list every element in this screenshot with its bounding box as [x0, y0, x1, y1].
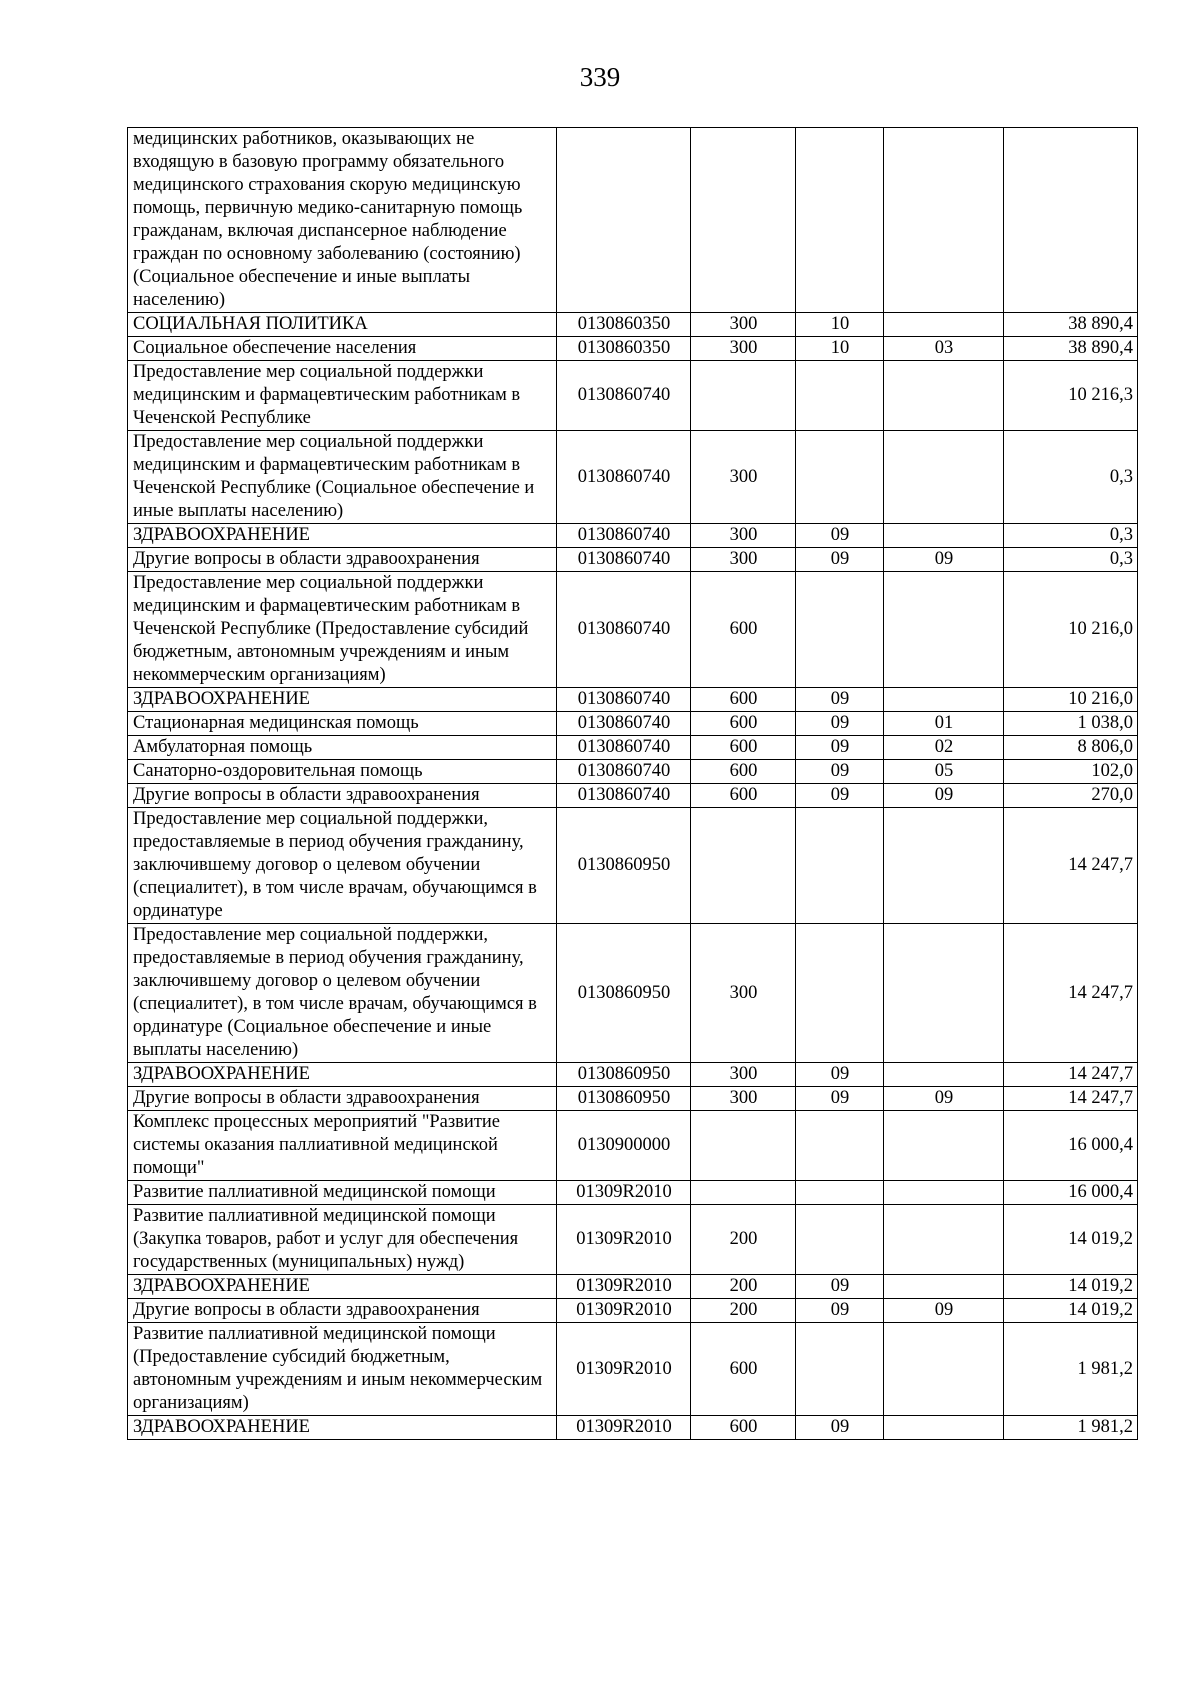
row-amount-cell: 10 216,0 — [1004, 688, 1138, 712]
row-section-cell — [796, 924, 884, 1063]
row-section-cell: 09 — [796, 712, 884, 736]
table-row — [128, 548, 1138, 572]
row-name-cell: Амбулаторная помощь — [128, 736, 557, 760]
row-expense-type-cell: 600 — [691, 1323, 796, 1416]
row-amount-cell: 14 247,7 — [1004, 924, 1138, 1063]
row-code-cell: 01309R2010 — [557, 1323, 691, 1416]
row-expense-type-cell: 600 — [691, 1416, 796, 1440]
row-amount-cell: 1 981,2 — [1004, 1323, 1138, 1416]
row-amount-cell: 14 247,7 — [1004, 1087, 1138, 1111]
row-section-cell: 09 — [796, 1275, 884, 1299]
row-expense-type-cell: 600 — [691, 784, 796, 808]
row-expense-type-cell: 200 — [691, 1299, 796, 1323]
row-code-cell: 0130860740 — [557, 784, 691, 808]
row-section-cell — [796, 1205, 884, 1275]
table-row — [128, 128, 1138, 313]
row-name-cell: Другие вопросы в области здравоохранения — [128, 1299, 557, 1323]
row-name-cell: Другие вопросы в области здравоохранения — [128, 784, 557, 808]
row-name-cell: Социальное обеспечение населения — [128, 337, 557, 361]
row-name-cell: Развитие паллиативной медицинской помощи (Закупка товаров, работ и услуг для обеспечения государственных (муниципальных) нужд) — [128, 1205, 557, 1275]
row-code-cell: 0130860950 — [557, 1087, 691, 1111]
row-name-cell: СОЦИАЛЬНАЯ ПОЛИТИКА — [128, 313, 557, 337]
row-subsection-cell — [884, 524, 1004, 548]
row-subsection-cell — [884, 1181, 1004, 1205]
row-section-cell: 10 — [796, 337, 884, 361]
row-section-cell — [796, 1323, 884, 1416]
table-row — [128, 808, 1138, 924]
row-subsection-cell: 05 — [884, 760, 1004, 784]
row-subsection-cell — [884, 361, 1004, 431]
row-subsection-cell — [884, 924, 1004, 1063]
row-amount-cell: 10 216,0 — [1004, 572, 1138, 688]
row-subsection-cell — [884, 431, 1004, 524]
row-expense-type-cell: 600 — [691, 688, 796, 712]
row-section-cell — [796, 572, 884, 688]
row-amount-cell: 38 890,4 — [1004, 337, 1138, 361]
row-amount-cell: 1 981,2 — [1004, 1416, 1138, 1440]
row-expense-type-cell: 600 — [691, 712, 796, 736]
row-section-cell: 09 — [796, 1416, 884, 1440]
row-name-cell: Развитие паллиативной медицинской помощи (Предоставление субсидий бюджетным, автономным учреждениям и иным некоммерческим организациям) — [128, 1323, 557, 1416]
row-section-cell — [796, 431, 884, 524]
table-row — [128, 431, 1138, 524]
row-code-cell: 01309R2010 — [557, 1181, 691, 1205]
row-subsection-cell: 09 — [884, 784, 1004, 808]
row-name-cell: Предоставление мер социальной поддержки, предоставляемые в период обучения гражданину, заключившему договор о целевом обучении (специалитет), в том числе врачам, обучающимся в ординатуре (Социальное обеспечение и иные выплаты населению) — [128, 924, 557, 1063]
row-code-cell: 0130860350 — [557, 313, 691, 337]
row-amount-cell: 0,3 — [1004, 548, 1138, 572]
table-row — [128, 524, 1138, 548]
row-name-cell: ЗДРАВООХРАНЕНИЕ — [128, 1275, 557, 1299]
row-subsection-cell: 09 — [884, 1087, 1004, 1111]
row-name-cell: медицинских работников, оказывающих не входящую в базовую программу обязательного медицинского страхования скорую медицинскую помощь, первичную медико-санитарную помощь гражданам, включая диспансерное наблюдение граждан по основному заболеванию (состоянию) (Социальное обеспечение и иные выплаты населению) — [128, 128, 557, 313]
row-section-cell: 09 — [796, 688, 884, 712]
row-name-cell: Предоставление мер социальной поддержки медицинским и фармацевтическим работникам в Чеченской Республике — [128, 361, 557, 431]
row-code-cell: 0130860350 — [557, 337, 691, 361]
row-subsection-cell — [884, 1323, 1004, 1416]
table-row — [128, 1275, 1138, 1299]
row-code-cell: 0130860950 — [557, 808, 691, 924]
row-code-cell: 0130860740 — [557, 688, 691, 712]
row-expense-type-cell: 300 — [691, 548, 796, 572]
row-amount-cell: 10 216,3 — [1004, 361, 1138, 431]
row-code-cell: 0130860740 — [557, 572, 691, 688]
row-subsection-cell — [884, 1063, 1004, 1087]
row-subsection-cell — [884, 808, 1004, 924]
row-expense-type-cell — [691, 361, 796, 431]
row-code-cell: 0130860740 — [557, 524, 691, 548]
table-row — [128, 1181, 1138, 1205]
table-row — [128, 688, 1138, 712]
row-expense-type-cell: 300 — [691, 924, 796, 1063]
row-name-cell: Предоставление мер социальной поддержки, предоставляемые в период обучения гражданину, заключившему договор о целевом обучении (специалитет), в том числе врачам, обучающимся в ординатуре — [128, 808, 557, 924]
table-row — [128, 313, 1138, 337]
table-row — [128, 361, 1138, 431]
row-section-cell: 09 — [796, 1087, 884, 1111]
row-expense-type-cell: 200 — [691, 1205, 796, 1275]
row-amount-cell: 8 806,0 — [1004, 736, 1138, 760]
table-row — [128, 784, 1138, 808]
row-section-cell: 09 — [796, 1299, 884, 1323]
page-number: 339 — [579, 62, 621, 92]
row-subsection-cell — [884, 128, 1004, 313]
row-code-cell: 0130900000 — [557, 1111, 691, 1181]
row-amount-cell: 16 000,4 — [1004, 1181, 1138, 1205]
table-row — [128, 1323, 1138, 1416]
row-name-cell: ЗДРАВООХРАНЕНИЕ — [128, 1063, 557, 1087]
row-subsection-cell: 09 — [884, 548, 1004, 572]
row-code-cell: 01309R2010 — [557, 1416, 691, 1440]
row-expense-type-cell: 300 — [691, 313, 796, 337]
row-name-cell: Другие вопросы в области здравоохранения — [128, 548, 557, 572]
row-code-cell: 0130860740 — [557, 431, 691, 524]
row-section-cell: 09 — [796, 736, 884, 760]
row-expense-type-cell: 600 — [691, 736, 796, 760]
row-subsection-cell — [884, 1416, 1004, 1440]
budget-table — [127, 127, 1138, 1440]
row-subsection-cell — [884, 688, 1004, 712]
row-code-cell: 0130860740 — [557, 712, 691, 736]
row-name-cell: Другие вопросы в области здравоохранения — [128, 1087, 557, 1111]
row-expense-type-cell: 300 — [691, 337, 796, 361]
row-section-cell — [796, 1111, 884, 1181]
row-code-cell: 0130860740 — [557, 760, 691, 784]
row-amount-cell: 14 019,2 — [1004, 1275, 1138, 1299]
row-amount-cell: 14 247,7 — [1004, 1063, 1138, 1087]
row-subsection-cell — [884, 1111, 1004, 1181]
row-code-cell — [557, 128, 691, 313]
row-subsection-cell: 01 — [884, 712, 1004, 736]
row-name-cell: ЗДРАВООХРАНЕНИЕ — [128, 688, 557, 712]
row-section-cell — [796, 808, 884, 924]
row-code-cell: 0130860950 — [557, 1063, 691, 1087]
row-code-cell: 0130860740 — [557, 548, 691, 572]
row-section-cell — [796, 361, 884, 431]
table-row — [128, 1087, 1138, 1111]
row-subsection-cell — [884, 313, 1004, 337]
row-expense-type-cell: 300 — [691, 524, 796, 548]
row-subsection-cell: 02 — [884, 736, 1004, 760]
row-amount-cell: 16 000,4 — [1004, 1111, 1138, 1181]
row-expense-type-cell — [691, 1111, 796, 1181]
row-name-cell: Комплекс процессных мероприятий "Развитие системы оказания паллиативной медицинской помощи" — [128, 1111, 557, 1181]
row-code-cell: 01309R2010 — [557, 1299, 691, 1323]
row-section-cell: 10 — [796, 313, 884, 337]
row-code-cell: 0130860740 — [557, 736, 691, 760]
table-row — [128, 1063, 1138, 1087]
row-name-cell: Развитие паллиативной медицинской помощи — [128, 1181, 557, 1205]
row-amount-cell: 102,0 — [1004, 760, 1138, 784]
table-row — [128, 1205, 1138, 1275]
row-section-cell: 09 — [796, 1063, 884, 1087]
table-row — [128, 736, 1138, 760]
row-expense-type-cell: 600 — [691, 760, 796, 784]
row-amount-cell: 14 247,7 — [1004, 808, 1138, 924]
row-section-cell: 09 — [796, 524, 884, 548]
row-subsection-cell — [884, 572, 1004, 688]
row-name-cell: Стационарная медицинская помощь — [128, 712, 557, 736]
row-section-cell — [796, 1181, 884, 1205]
row-amount-cell — [1004, 128, 1138, 313]
row-code-cell: 01309R2010 — [557, 1205, 691, 1275]
table-row — [128, 1416, 1138, 1440]
row-section-cell — [796, 128, 884, 313]
table-row — [128, 1299, 1138, 1323]
row-amount-cell: 14 019,2 — [1004, 1299, 1138, 1323]
row-code-cell: 0130860740 — [557, 361, 691, 431]
row-amount-cell: 14 019,2 — [1004, 1205, 1138, 1275]
row-name-cell: Предоставление мер социальной поддержки медицинским и фармацевтическим работникам в Чеченской Республике (Социальное обеспечение и иные выплаты населению) — [128, 431, 557, 524]
table-row — [128, 760, 1138, 784]
row-expense-type-cell: 600 — [691, 572, 796, 688]
row-subsection-cell — [884, 1275, 1004, 1299]
row-section-cell: 09 — [796, 760, 884, 784]
row-expense-type-cell: 200 — [691, 1275, 796, 1299]
row-section-cell: 09 — [796, 548, 884, 572]
row-name-cell: ЗДРАВООХРАНЕНИЕ — [128, 524, 557, 548]
table-row — [128, 337, 1138, 361]
row-code-cell: 01309R2010 — [557, 1275, 691, 1299]
table-row — [128, 1111, 1138, 1181]
row-expense-type-cell — [691, 128, 796, 313]
row-amount-cell: 0,3 — [1004, 524, 1138, 548]
budget-table-body — [128, 128, 1138, 1440]
row-subsection-cell — [884, 1205, 1004, 1275]
row-name-cell: Санаторно-оздоровительная помощь — [128, 760, 557, 784]
row-subsection-cell: 09 — [884, 1299, 1004, 1323]
row-expense-type-cell — [691, 808, 796, 924]
row-expense-type-cell: 300 — [691, 1087, 796, 1111]
table-row — [128, 712, 1138, 736]
row-amount-cell: 0,3 — [1004, 431, 1138, 524]
row-expense-type-cell — [691, 1181, 796, 1205]
row-amount-cell: 270,0 — [1004, 784, 1138, 808]
row-name-cell: Предоставление мер социальной поддержки медицинским и фармацевтическим работникам в Чеченской Республике (Предоставление субсидий бюджетным, автономным учреждениям и иным некоммерческим организациям) — [128, 572, 557, 688]
row-amount-cell: 1 038,0 — [1004, 712, 1138, 736]
row-expense-type-cell: 300 — [691, 431, 796, 524]
row-amount-cell: 38 890,4 — [1004, 313, 1138, 337]
row-code-cell: 0130860950 — [557, 924, 691, 1063]
row-expense-type-cell: 300 — [691, 1063, 796, 1087]
table-row — [128, 572, 1138, 688]
row-name-cell: ЗДРАВООХРАНЕНИЕ — [128, 1416, 557, 1440]
row-section-cell: 09 — [796, 784, 884, 808]
row-subsection-cell: 03 — [884, 337, 1004, 361]
table-row — [128, 924, 1138, 1063]
